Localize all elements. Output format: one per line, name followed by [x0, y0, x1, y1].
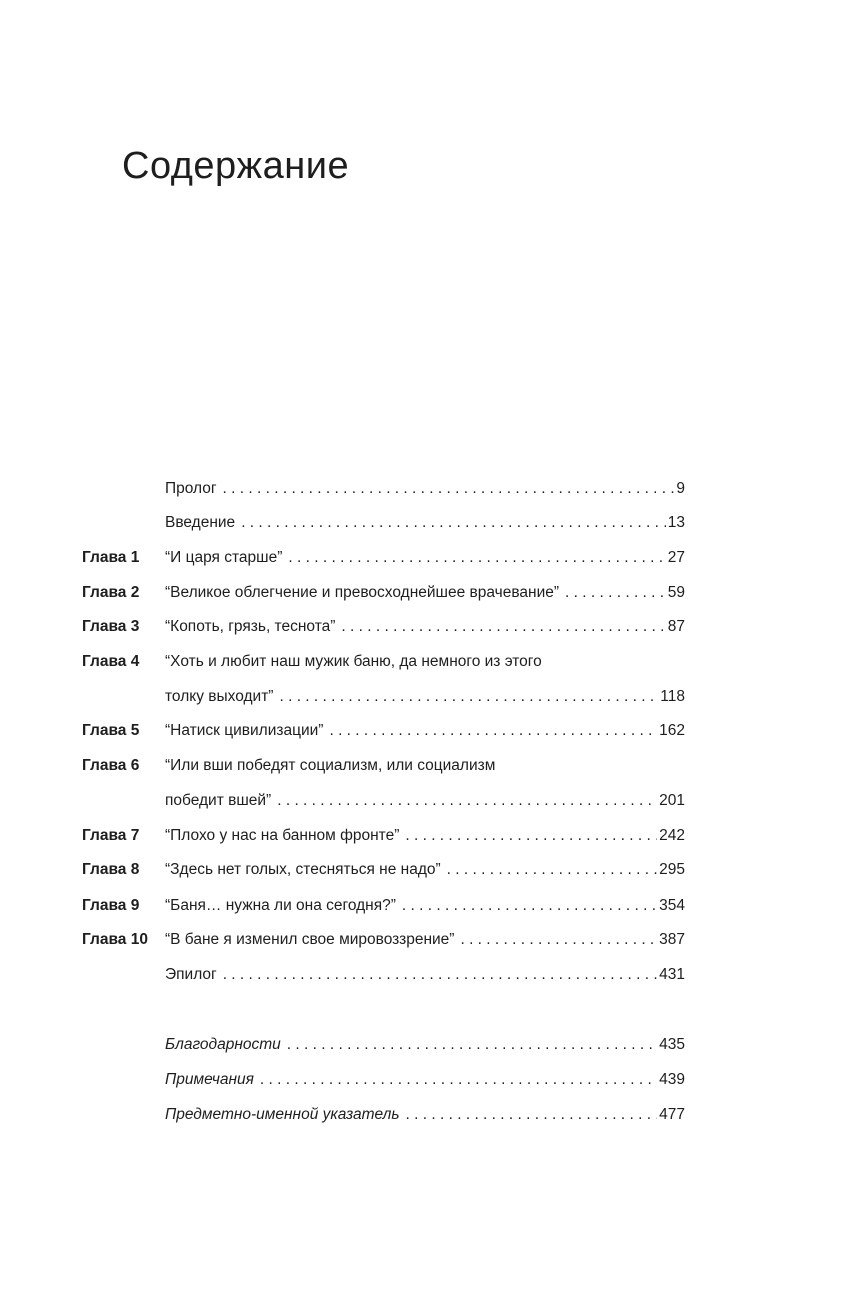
- toc-back-matter-entry: [0, 1033, 845, 1057]
- toc-entry: [0, 511, 845, 535]
- toc-entry-title-line1: “Хоть и любит наш мужик баню, да немного из этого: [165, 653, 542, 670]
- toc-back-matter-entry: [0, 1103, 845, 1127]
- toc-entry-title: Пролог: [165, 480, 217, 497]
- toc-entry-title: Примечания: [165, 1071, 254, 1088]
- toc-entry-line: [165, 928, 685, 952]
- toc-entry-title: “В бане я изменил свое мировоззрение”: [165, 931, 455, 948]
- toc-entry-line: [165, 963, 685, 987]
- toc-entry-title: Благодарности: [165, 1036, 281, 1053]
- toc-entry-line: [165, 894, 685, 918]
- toc-page-number: 59: [667, 584, 685, 601]
- chapter-label: Глава 4: [82, 653, 140, 670]
- chapter-label: Глава 3: [82, 618, 140, 635]
- toc-page-number: 477: [659, 1106, 685, 1123]
- leader-dots: [341, 615, 665, 639]
- leader-dots: [241, 511, 666, 535]
- toc-entry-line: [165, 1103, 685, 1127]
- toc-entry: [0, 650, 845, 674]
- toc-page-number: 118: [660, 688, 685, 705]
- toc-entry-title: Эпилог: [165, 966, 217, 983]
- toc-entry-line: [165, 615, 685, 639]
- toc-page-number: 9: [676, 480, 685, 497]
- toc-entry: [0, 824, 845, 848]
- leader-dots: [406, 1103, 658, 1127]
- toc-entry-line: [165, 1033, 685, 1057]
- toc-entry: [0, 754, 845, 778]
- toc-entry: [0, 615, 845, 639]
- toc-entry-line: [165, 754, 685, 778]
- toc-page-number: 435: [659, 1036, 685, 1053]
- toc-entry-line: [165, 858, 685, 882]
- toc-entry-title: “И царя старше”: [165, 549, 283, 566]
- toc-entry-line: [165, 789, 685, 813]
- toc-entry-title: “Копоть, грязь, теснота”: [165, 618, 336, 635]
- leader-dots: [277, 789, 657, 813]
- leader-dots: [402, 894, 657, 918]
- toc-entry-title: “Здесь нет голых, стесняться не надо”: [165, 861, 441, 878]
- toc-entry-continuation: [0, 685, 845, 709]
- toc-entry-line: [165, 581, 685, 605]
- chapter-label: Глава 1: [82, 549, 140, 566]
- toc-entry: [0, 894, 845, 918]
- toc-entry-line: [165, 719, 685, 743]
- toc-entry-title: “Баня… нужна ли она сегодня?”: [165, 897, 396, 914]
- leader-dots: [287, 1033, 657, 1057]
- leader-dots: [565, 581, 666, 605]
- chapter-label: Глава 10: [82, 931, 148, 948]
- toc-page-number: 27: [667, 549, 685, 566]
- toc-page-number: 439: [659, 1071, 685, 1088]
- toc-entry-title: “Великое облегчение и превосходнейшее врачевание”: [165, 584, 560, 601]
- toc-entry: [0, 546, 845, 570]
- toc-page-number: 354: [659, 897, 685, 914]
- toc-entry: [0, 581, 845, 605]
- toc-entry-title: “Натиск цивилизации”: [165, 722, 324, 739]
- toc-entry: [0, 858, 845, 882]
- page-title: Содержание: [122, 145, 350, 187]
- leader-dots: [460, 928, 657, 952]
- toc-entry: [0, 928, 845, 952]
- toc-page-number: 13: [667, 514, 685, 531]
- toc-entry-line: [165, 685, 685, 709]
- chapter-label: Глава 7: [82, 827, 140, 844]
- toc-page-number: 162: [659, 722, 685, 739]
- chapter-label: Глава 6: [82, 757, 140, 774]
- chapter-label: Глава 8: [82, 861, 140, 878]
- toc-entry-title: “Плохо у нас на банном фронте”: [165, 827, 400, 844]
- leader-dots: [329, 719, 657, 743]
- toc-entry-line: [165, 650, 685, 674]
- toc-entry-line: [165, 824, 685, 848]
- leader-dots: [260, 1068, 657, 1092]
- toc-page-number: 201: [659, 792, 685, 809]
- leader-dots: [223, 477, 675, 501]
- toc-entry-line: [165, 511, 685, 535]
- toc-entry-title: Введение: [165, 514, 236, 531]
- toc-entry-line: [165, 1068, 685, 1092]
- toc-entry-line: [165, 546, 685, 570]
- toc-page-number: 242: [659, 827, 685, 844]
- toc-entry-line: [165, 477, 685, 501]
- leader-dots: [279, 685, 658, 709]
- toc-entry-title: Предметно-именной указатель: [165, 1106, 400, 1123]
- toc-page-number: 431: [659, 966, 685, 983]
- chapter-label: Глава 9: [82, 897, 140, 914]
- toc-entry: [0, 477, 845, 501]
- toc-entry: [0, 963, 845, 987]
- toc-entry: [0, 719, 845, 743]
- toc-entry-title: победит вшей”: [165, 792, 272, 809]
- toc-entry-title: толку выходит”: [165, 688, 274, 705]
- leader-dots: [223, 963, 657, 987]
- toc-entry-title-line1: “Или вши победят социализм, или социализм: [165, 757, 496, 774]
- toc-entry-continuation: [0, 789, 845, 813]
- toc-page-number: 387: [659, 931, 685, 948]
- toc-page-number: 87: [667, 618, 685, 635]
- leader-dots: [288, 546, 665, 570]
- chapter-label: Глава 2: [82, 584, 140, 601]
- leader-dots: [405, 824, 657, 848]
- leader-dots: [447, 858, 657, 882]
- toc-page-number: 295: [659, 861, 685, 878]
- chapter-label: Глава 5: [82, 722, 140, 739]
- toc-back-matter-entry: [0, 1068, 845, 1092]
